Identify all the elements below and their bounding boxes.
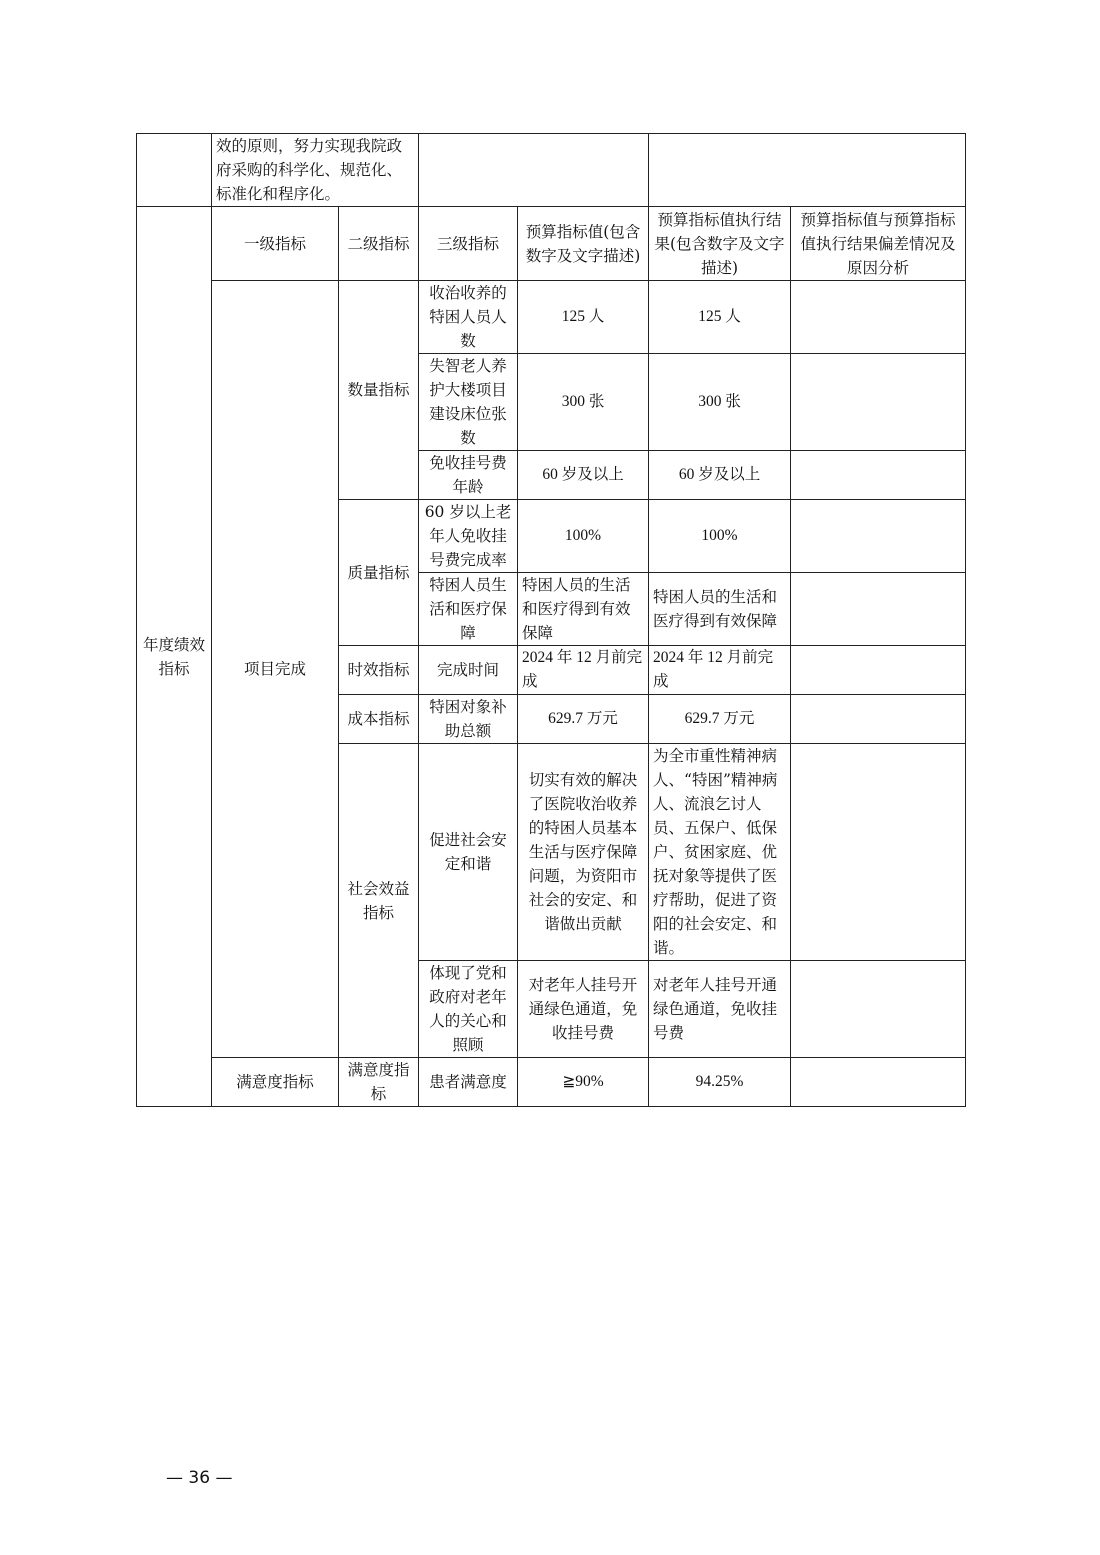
- header-level1: 一级指标: [212, 207, 339, 281]
- performance-table: [136, 133, 966, 1107]
- deviation-cell: [791, 354, 966, 451]
- deviation-cell: [791, 1058, 966, 1107]
- deviation-cell: [791, 646, 966, 695]
- result-cell: 为全市重性精神病人、“特困”精神病人、流浪乞讨人员、五保户、低保户、贫困家庭、优抚对象等提供了医疗帮助，促进了资阳的社会安定、和谐。: [649, 744, 791, 961]
- level3-cell: 促进社会安定和谐: [419, 744, 518, 961]
- level2-satisfaction: 满意度指标: [339, 1058, 419, 1107]
- deviation-cell: [791, 744, 966, 961]
- header-result: 预算指标值执行结果(包含数字及文字描述): [649, 207, 791, 281]
- table-row: [137, 281, 966, 354]
- deviation-cell: [791, 281, 966, 354]
- header-target: 预算指标值(包含数字及文字描述): [518, 207, 649, 281]
- result-cell: 2024 年 12 月前完成: [649, 646, 791, 695]
- level3-cell: 失智老人养护大楼项目建设床位张数: [419, 354, 518, 451]
- level3-cell: 完成时间: [419, 646, 518, 695]
- level2-social: 社会效益指标: [339, 744, 419, 1058]
- empty-cell: [419, 134, 649, 207]
- level3-cell: 收治收养的特困人员人数: [419, 281, 518, 354]
- table-row: [137, 1058, 966, 1107]
- result-cell: 对老年人挂号开通绿色通道，免收挂号费: [649, 961, 791, 1058]
- target-cell: 629.7 万元: [518, 695, 649, 744]
- table-header-row: [137, 207, 966, 281]
- result-cell: 629.7 万元: [649, 695, 791, 744]
- target-cell: 125 人: [518, 281, 649, 354]
- level2-cost: 成本指标: [339, 695, 419, 744]
- target-cell: 60 岁及以上: [518, 451, 649, 500]
- level2-quality: 质量指标: [339, 500, 419, 646]
- level3-cell: 特困人员生活和医疗保障: [419, 573, 518, 646]
- level3-cell: 60 岁以上老年人免收挂号费完成率: [419, 500, 518, 573]
- empty-cell: [649, 134, 966, 207]
- deviation-cell: [791, 500, 966, 573]
- target-cell: ≧90%: [518, 1058, 649, 1107]
- deviation-cell: [791, 695, 966, 744]
- result-cell: 60 岁及以上: [649, 451, 791, 500]
- target-cell: 切实有效的解决了医院收治收养的特困人员基本生活与医疗保障问题，为资阳市社会的安定、和谐做出贡献: [518, 744, 649, 961]
- level3-cell: 患者满意度: [419, 1058, 518, 1107]
- header-level3: 三级指标: [419, 207, 518, 281]
- target-cell: 2024 年 12 月前完成: [518, 646, 649, 695]
- target-cell: 100%: [518, 500, 649, 573]
- level3-cell: 特困对象补助总额: [419, 695, 518, 744]
- target-cell: 对老年人挂号开通绿色通道，免收挂号费: [518, 961, 649, 1058]
- result-cell: 100%: [649, 500, 791, 573]
- table-row: [137, 134, 966, 207]
- result-cell: 特困人员的生活和医疗得到有效保障: [649, 573, 791, 646]
- annual-performance-label: 年度绩效指标: [137, 207, 212, 1107]
- deviation-cell: [791, 451, 966, 500]
- result-cell: 300 张: [649, 354, 791, 451]
- header-level2: 二级指标: [339, 207, 419, 281]
- empty-cell: [137, 134, 212, 207]
- procurement-principle-text: 效的原则，努力实现我院政府采购的科学化、规范化、标准化和程序化。: [212, 134, 419, 207]
- level1-project: 项目完成: [212, 281, 339, 1058]
- level3-cell: 体现了党和政府对老年人的关心和照顾: [419, 961, 518, 1058]
- header-deviation: 预算指标值与预算指标值执行结果偏差情况及原因分析: [791, 207, 966, 281]
- target-cell: 特困人员的生活和医疗得到有效保障: [518, 573, 649, 646]
- target-cell: 300 张: [518, 354, 649, 451]
- deviation-cell: [791, 573, 966, 646]
- page-number: — 36 —: [166, 1468, 233, 1488]
- level3-cell: 免收挂号费年龄: [419, 451, 518, 500]
- level1-satisfaction: 满意度指标: [212, 1058, 339, 1107]
- result-cell: 94.25%: [649, 1058, 791, 1107]
- level2-time: 时效指标: [339, 646, 419, 695]
- level2-quantity: 数量指标: [339, 281, 419, 500]
- result-cell: 125 人: [649, 281, 791, 354]
- deviation-cell: [791, 961, 966, 1058]
